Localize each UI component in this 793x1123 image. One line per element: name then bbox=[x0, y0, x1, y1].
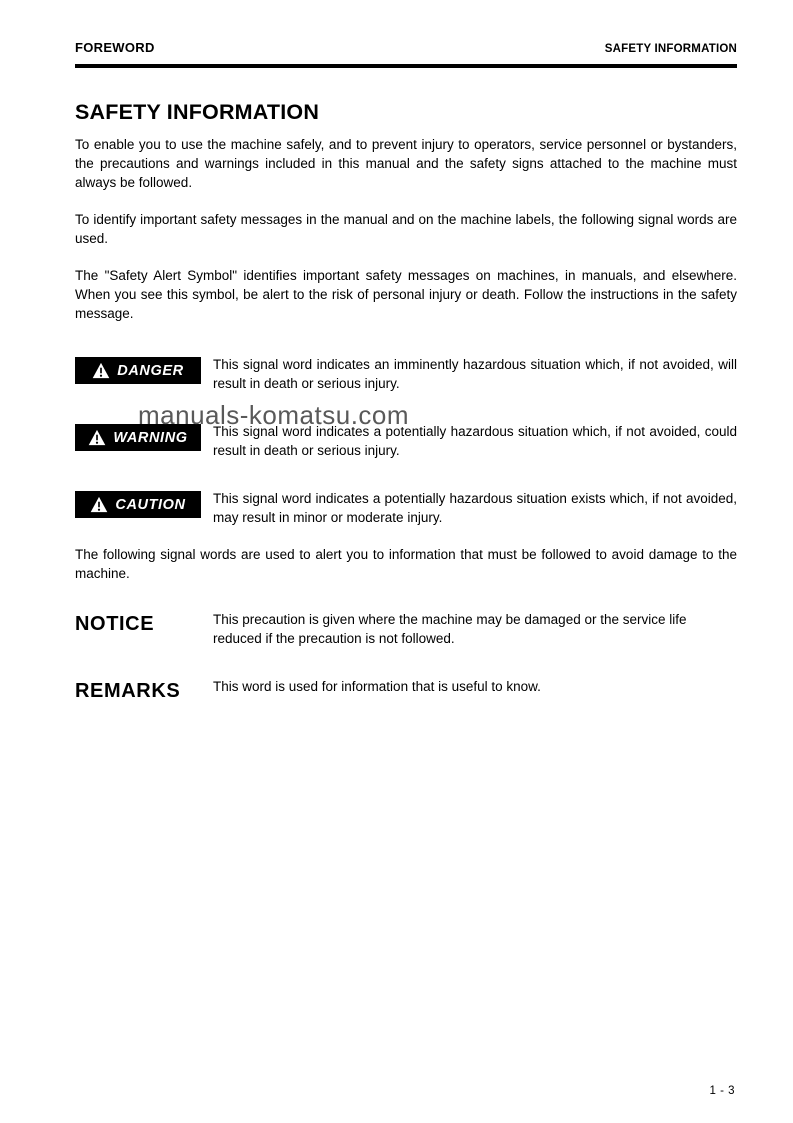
notice-label: NOTICE bbox=[75, 613, 155, 635]
warning-signal-row bbox=[75, 422, 737, 460]
notice-row bbox=[75, 610, 737, 648]
intro-paragraph-3: The "Safety Alert Symbol" identifies important safety messages on machines, in manuals, and elsewhere. When you see this symbol, be alert to the risk of personal injury or death. Follow the instructions in the safety message. bbox=[75, 268, 737, 321]
warning-badge-label: WARNING bbox=[113, 429, 188, 446]
caution-badge-label: CAUTION bbox=[115, 496, 186, 513]
remarks-description: This word is used for information that is useful to know. bbox=[213, 679, 541, 694]
remarks-label: REMARKS bbox=[75, 680, 181, 702]
page-header bbox=[75, 40, 737, 68]
danger-badge bbox=[75, 357, 201, 384]
page-number: 1 - 3 bbox=[709, 1085, 735, 1097]
safety-alert-triangle-icon bbox=[88, 429, 106, 446]
danger-description: This signal word indicates an imminently hazardous situation which, if not avoided, will result in death or serious injury. bbox=[213, 357, 737, 391]
watermark: manuals-komatsu.com bbox=[138, 400, 410, 430]
page-title: SAFETY INFORMATION bbox=[75, 100, 320, 124]
caution-signal-row bbox=[75, 489, 737, 527]
caution-badge bbox=[75, 491, 201, 518]
remarks-row bbox=[75, 677, 737, 703]
header-section-label: FOREWORD bbox=[75, 40, 155, 55]
notice-description: This precaution is given where the machine may be damaged or the service life reduced if the precaution is not followed. bbox=[213, 612, 687, 646]
caution-description: This signal word indicates a potentially hazardous situation exists which, if not avoided, may result in minor or moderate injury. bbox=[213, 491, 737, 525]
warning-badge bbox=[75, 424, 201, 451]
safety-alert-triangle-icon bbox=[92, 362, 110, 379]
header-chapter-label: SAFETY INFORMATION bbox=[604, 43, 737, 55]
intro-paragraph-1: To enable you to use the machine safely, and to prevent injury to operators, service personnel or bystanders, the precautions and warnings included in this manual and the safety signs attached to the machine must always be followed. bbox=[75, 137, 737, 190]
damage-paragraph: The following signal words are used to alert you to information that must be followed to avoid damage to the machine. bbox=[75, 547, 737, 581]
warning-description: This signal word indicates a potentially hazardous situation which, if not avoided, could result in death or serious injury. bbox=[213, 424, 737, 458]
intro-paragraph-2: To identify important safety messages in the manual and on the machine labels, the following signal words are used. bbox=[75, 212, 737, 246]
safety-alert-triangle-icon bbox=[90, 496, 108, 513]
danger-badge-label: DANGER bbox=[117, 362, 184, 379]
danger-signal-row bbox=[75, 355, 737, 393]
